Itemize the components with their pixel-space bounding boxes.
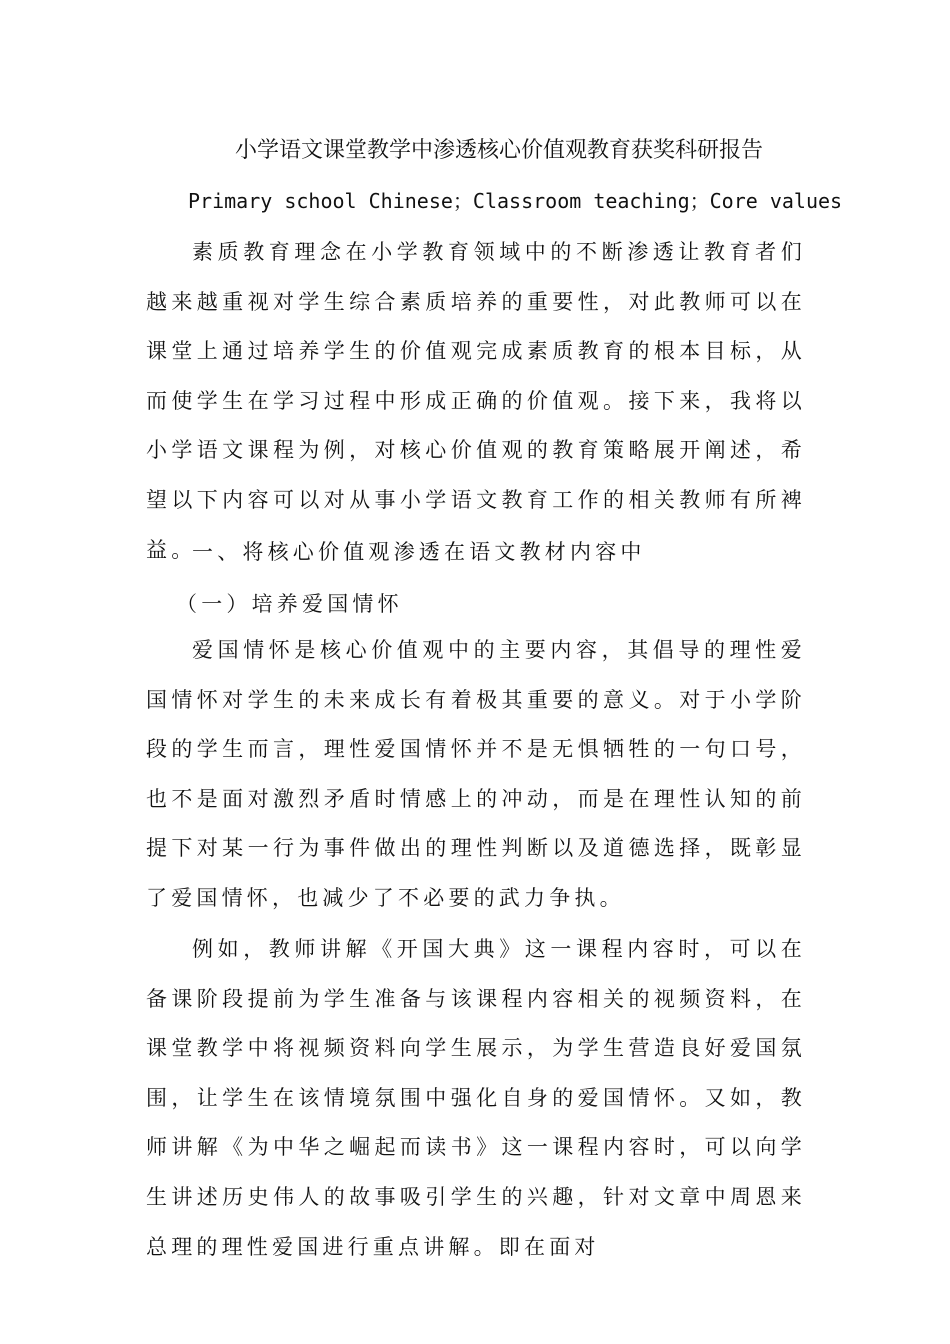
- subsection-heading: （一）培养爱国情怀: [176, 592, 403, 616]
- patriotism-paragraph: 爱国情怀是核心价值观中的主要内容，其倡导的理性爱国情怀对学生的未来成长有着极其重要的意义。对于小学阶段的学生而言，理性爱国情怀并不是无惧牺牲的一句口号，也不是面对激烈矛盾时情感上的冲动，而是在理性认知的前提下对某一行为事件做出的理性判断以及道德选择，既彰显了爱国情怀，也减少了不必要的武力争执。: [146, 638, 806, 910]
- intro-paragraph: 素质教育理念在小学教育领域中的不断渗透让教育者们越来越重视对学生综合素质培养的重要性，对此教师可以在课堂上通过培养学生的价值观完成素质教育的根本目标，从而使学生在学习过程中形成正确的价值观。接下来，我将以小学语文课程为例，对核心价值观的教育策略展开阐述，希望以下内容可以对从事小学语文教育工作的相关教师有所裨益。: [146, 240, 806, 562]
- example-paragraph: 例如，教师讲解《开国大典》这一课程内容时，可以在备课阶段提前为学生准备与该课程内容相关的视频资料，在课堂教学中将视频资料向学生展示，为学生营造良好爱国氛围，让学生在该情境氛围中强化自身的爱国情怀。又如，教师讲解《为中华之崛起而读书》这一课程内容时，可以向学生讲述历史伟人的故事吸引学生的兴趣，针对文章中周恩来总理的理性爱国进行重点讲解。即在面对: [146, 937, 806, 1259]
- keywords-line: Primary school Chinese；Classroom teaching；Core values: [188, 189, 843, 213]
- section-heading: 一、将核心价值观渗透在语文教材内容中: [192, 540, 646, 564]
- document-title: 小学语文课堂教学中渗透核心价值观教育获奖科研报告: [234, 138, 763, 163]
